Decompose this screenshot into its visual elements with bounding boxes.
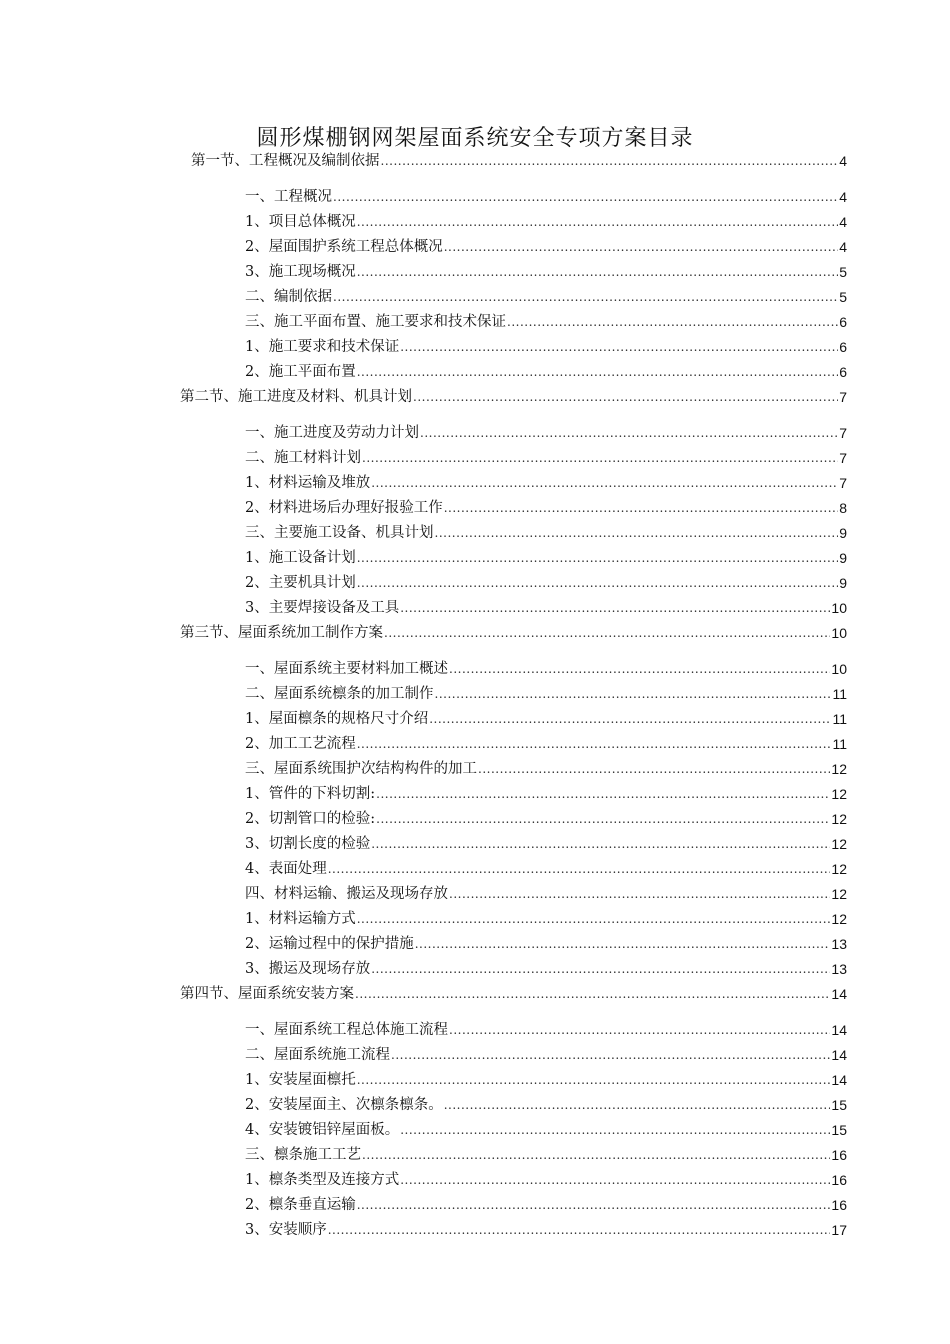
toc-page-number: 4	[839, 153, 847, 169]
toc-dot-leader	[449, 660, 830, 678]
toc-dot-leader	[376, 810, 830, 828]
toc-page-number: 5	[839, 264, 847, 280]
toc-entry-label: 二、编制依据	[245, 289, 332, 305]
toc-page-number: 12	[831, 836, 847, 852]
toc-page-number: 12	[831, 911, 847, 927]
toc-page-number: 9	[839, 525, 847, 541]
toc-dot-leader	[415, 935, 831, 953]
toc-subsection-entry[interactable]	[245, 835, 847, 853]
document-title: 圆形煤棚钢网架屋面系统安全专项方案目录	[256, 126, 694, 151]
toc-dot-leader	[444, 499, 838, 517]
toc-page-number: 15	[831, 1097, 847, 1113]
toc-subsection-entry[interactable]	[245, 1146, 847, 1164]
toc-subsection-entry[interactable]	[245, 188, 847, 206]
toc-subsection-entry[interactable]	[245, 474, 847, 492]
toc-subsection-entry[interactable]	[245, 785, 847, 803]
toc-entry-label: 2、施工平面布置	[245, 364, 356, 380]
toc-entry-label: 一、工程概况	[245, 189, 332, 205]
toc-entry-label: 一、施工进度及劳动力计划	[245, 425, 419, 441]
toc-entry-label: 四、材料运输、搬运及现场存放	[245, 886, 448, 902]
toc-entry-label: 1、材料运输及堆放	[245, 475, 371, 491]
toc-page-number: 7	[839, 475, 847, 491]
toc-page-number: 11	[832, 711, 847, 727]
toc-page-number: 12	[831, 761, 847, 777]
toc-subsection-entry[interactable]	[245, 263, 847, 281]
toc-page-number: 11	[832, 736, 847, 752]
toc-entry-label: 一、屋面系统工程总体施工流程	[245, 1022, 448, 1038]
toc-page-number: 5	[839, 289, 847, 305]
toc-page-number: 10	[831, 600, 847, 616]
toc-dot-leader	[357, 1196, 831, 1214]
toc-section-entry[interactable]	[191, 152, 847, 170]
toc-entry-label: 3、切割长度的检验	[245, 836, 371, 852]
toc-subsection-entry[interactable]	[245, 760, 847, 778]
toc-dot-leader	[400, 1171, 830, 1189]
toc-entry-label: 二、施工材料计划	[245, 450, 361, 466]
toc-dot-leader	[478, 760, 830, 778]
toc-page-number: 12	[831, 886, 847, 902]
toc-page-number: 4	[839, 239, 847, 255]
toc-subsection-entry[interactable]	[245, 1196, 847, 1214]
toc-page-number: 6	[839, 314, 847, 330]
toc-dot-leader	[357, 574, 838, 592]
toc-entry-label: 2、切割管口的检验:	[245, 811, 376, 827]
toc-dot-leader	[400, 338, 838, 356]
toc-entry-label: 1、材料运输方式	[245, 911, 356, 927]
toc-subsection-entry[interactable]	[245, 1021, 847, 1039]
toc-entry-label: 1、屋面檩条的规格尺寸介绍	[245, 711, 429, 727]
toc-entry-label: 第一节、工程概况及编制依据	[191, 153, 380, 169]
toc-page-number: 14	[831, 986, 847, 1002]
toc-subsection-entry[interactable]	[245, 1046, 847, 1064]
toc-entry-label: 4、安装镀铝锌屋面板。	[245, 1122, 400, 1138]
toc-page-number: 9	[839, 550, 847, 566]
toc-dot-leader	[357, 1071, 831, 1089]
toc-subsection-entry[interactable]	[245, 363, 847, 381]
toc-subsection-entry[interactable]	[245, 449, 847, 467]
toc-entry-label: 3、施工现场概况	[245, 264, 356, 280]
toc-entry-label: 1、施工设备计划	[245, 550, 356, 566]
toc-page-number: 8	[839, 500, 847, 516]
toc-subsection-entry[interactable]	[245, 1096, 847, 1114]
toc-subsection-entry[interactable]	[245, 735, 847, 753]
toc-page-number: 12	[831, 786, 847, 802]
toc-entry-label: 3、搬运及现场存放	[245, 961, 371, 977]
toc-entry-label: 1、安装屋面檩托	[245, 1072, 356, 1088]
toc-entry-label: 第二节、施工进度及材料、机具计划	[180, 389, 412, 405]
toc-dot-leader	[357, 213, 838, 231]
toc-subsection-entry[interactable]	[245, 549, 847, 567]
toc-dot-leader	[435, 685, 832, 703]
toc-dot-leader	[362, 449, 838, 467]
toc-section-entry[interactable]	[180, 388, 847, 406]
toc-subsection-entry[interactable]	[245, 238, 847, 256]
toc-dot-leader	[362, 1146, 830, 1164]
toc-subsection-entry[interactable]	[245, 1171, 847, 1189]
toc-page-number: 13	[831, 961, 847, 977]
toc-subsection-entry[interactable]	[245, 935, 847, 953]
toc-entry-label: 三、屋面系统围护次结构构件的加工	[245, 761, 477, 777]
toc-page-number: 6	[839, 364, 847, 380]
toc-dot-leader	[449, 885, 830, 903]
toc-subsection-entry[interactable]	[245, 1221, 847, 1239]
toc-dot-leader	[357, 363, 838, 381]
toc-dot-leader	[371, 474, 838, 492]
toc-dot-leader	[333, 188, 838, 206]
toc-entry-label: 二、屋面系统檩条的加工制作	[245, 686, 434, 702]
toc-subsection-entry[interactable]	[245, 1121, 847, 1139]
toc-subsection-entry[interactable]	[245, 710, 847, 728]
toc-dot-leader	[357, 735, 832, 753]
toc-page-number: 4	[839, 214, 847, 230]
toc-page-number: 16	[831, 1172, 847, 1188]
toc-dot-leader	[400, 599, 830, 617]
toc-subsection-entry[interactable]	[245, 574, 847, 592]
toc-dot-leader	[328, 1221, 831, 1239]
toc-subsection-entry[interactable]	[245, 313, 847, 331]
toc-entry-label: 三、主要施工设备、机具计划	[245, 525, 434, 541]
toc-dot-leader	[413, 388, 838, 406]
toc-entry-label: 二、屋面系统施工流程	[245, 1047, 390, 1063]
toc-subsection-entry[interactable]	[245, 660, 847, 678]
toc-entry-label: 2、材料进场后办理好报验工作	[245, 500, 443, 516]
toc-page-number: 7	[839, 389, 847, 405]
toc-subsection-entry[interactable]	[245, 424, 847, 442]
toc-page-number: 6	[839, 339, 847, 355]
toc-page-number: 12	[831, 861, 847, 877]
toc-subsection-entry[interactable]	[245, 685, 847, 703]
toc-page-number: 10	[831, 625, 847, 641]
toc-entry-label: 3、主要焊接设备及工具	[245, 600, 400, 616]
toc-entry-label: 2、屋面围护系统工程总体概况	[245, 239, 443, 255]
toc-entry-label: 2、主要机具计划	[245, 575, 356, 591]
toc-entry-label: 第四节、屋面系统安装方案	[180, 986, 354, 1002]
toc-page-number: 15	[831, 1122, 847, 1138]
toc-dot-leader	[429, 710, 831, 728]
toc-entry-label: 第三节、屋面系统加工制作方案	[180, 625, 383, 641]
toc-page-number: 14	[831, 1022, 847, 1038]
toc-dot-leader	[391, 1046, 830, 1064]
toc-page-number: 16	[831, 1147, 847, 1163]
toc-page-number: 14	[831, 1047, 847, 1063]
toc-entry-label: 1、管件的下料切割:	[245, 786, 376, 802]
toc-page-number: 10	[831, 661, 847, 677]
toc-dot-leader	[357, 263, 838, 281]
toc-subsection-entry[interactable]	[245, 910, 847, 928]
toc-page-number: 16	[831, 1197, 847, 1213]
toc-page-number: 12	[831, 811, 847, 827]
toc-dot-leader	[449, 1021, 830, 1039]
toc-dot-leader	[444, 238, 838, 256]
toc-dot-leader	[420, 424, 838, 442]
toc-page-number: 11	[832, 686, 847, 702]
toc-subsection-entry[interactable]	[245, 499, 847, 517]
toc-dot-leader	[384, 624, 830, 642]
toc-dot-leader	[371, 835, 830, 853]
toc-page-number: 9	[839, 575, 847, 591]
toc-dot-leader	[444, 1096, 831, 1114]
toc-entry-label: 三、檩条施工工艺	[245, 1147, 361, 1163]
toc-page-number: 4	[839, 189, 847, 205]
toc-dot-leader	[507, 313, 838, 331]
toc-dot-leader	[376, 785, 830, 803]
toc-entry-label: 2、加工工艺流程	[245, 736, 356, 752]
toc-page-number: 17	[831, 1222, 847, 1238]
toc-entry-label: 2、檩条垂直运输	[245, 1197, 356, 1213]
toc-dot-leader	[435, 524, 839, 542]
toc-section-entry[interactable]	[180, 624, 847, 642]
toc-dot-leader	[328, 860, 831, 878]
toc-entry-label: 一、屋面系统主要材料加工概述	[245, 661, 448, 677]
toc-page-number: 14	[831, 1072, 847, 1088]
toc-subsection-entry[interactable]	[245, 1071, 847, 1089]
toc-subsection-entry[interactable]	[245, 599, 847, 617]
toc-entry-label: 2、安装屋面主、次檩条檩条。	[245, 1097, 443, 1113]
toc-dot-leader	[381, 152, 839, 170]
toc-entry-label: 2、运输过程中的保护措施	[245, 936, 414, 952]
toc-dot-leader	[400, 1121, 830, 1139]
toc-entry-label: 1、项目总体概况	[245, 214, 356, 230]
toc-dot-leader	[333, 288, 838, 306]
toc-subsection-entry[interactable]	[245, 524, 847, 542]
toc-section-entry[interactable]	[180, 985, 847, 1003]
toc-subsection-entry[interactable]	[245, 860, 847, 878]
toc-page-number: 13	[831, 936, 847, 952]
toc-entry-label: 1、施工要求和技术保证	[245, 339, 400, 355]
toc-dot-leader	[371, 960, 830, 978]
toc-dot-leader	[355, 985, 830, 1003]
toc-dot-leader	[357, 910, 831, 928]
toc-entry-label: 三、施工平面布置、施工要求和技术保证	[245, 314, 506, 330]
toc-subsection-entry[interactable]	[245, 213, 847, 231]
toc-page-number: 7	[839, 450, 847, 466]
toc-subsection-entry[interactable]	[245, 885, 847, 903]
toc-entry-label: 3、安装顺序	[245, 1222, 327, 1238]
toc-dot-leader	[357, 549, 838, 567]
toc-entry-label: 4、表面处理	[245, 861, 327, 877]
toc-subsection-entry[interactable]	[245, 810, 847, 828]
toc-subsection-entry[interactable]	[245, 960, 847, 978]
toc-page-number: 7	[839, 425, 847, 441]
toc-subsection-entry[interactable]	[245, 338, 847, 356]
toc-subsection-entry[interactable]	[245, 288, 847, 306]
toc-entry-label: 1、檩条类型及连接方式	[245, 1172, 400, 1188]
